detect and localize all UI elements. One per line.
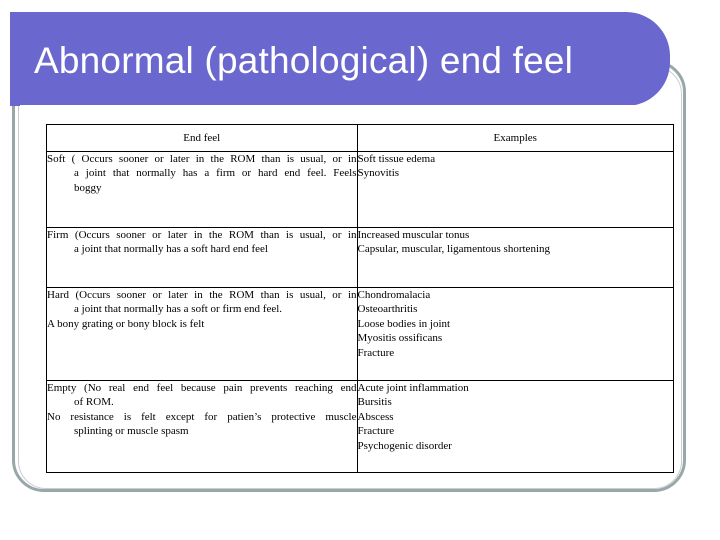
end-feel-text: Firm (Occurs sooner or later in the ROM than is usual, or in	[47, 229, 357, 241]
title-underline	[20, 105, 638, 108]
example-item: Loose bodies in joint	[357, 317, 451, 330]
table-row	[47, 152, 674, 228]
example-item: Fracture	[357, 346, 395, 359]
end-feel-text: boggy	[74, 181, 102, 194]
example-item: Bursitis	[357, 396, 392, 409]
table-row	[47, 228, 674, 288]
examples-cell	[357, 152, 674, 228]
slide-title: Abnormal (pathological) end feel	[34, 40, 574, 81]
title-bar	[10, 12, 670, 106]
end-feel-cell	[47, 288, 358, 381]
example-item: Fracture	[357, 425, 395, 438]
example-item: Soft tissue edema	[357, 153, 436, 165]
example-item: Myositis ossificans	[357, 332, 443, 345]
header-examples: Examples	[357, 125, 674, 152]
example-item: Capsular, muscular, ligamentous shortening	[357, 243, 550, 256]
table-header-row	[47, 125, 674, 152]
examples-cell	[357, 228, 674, 288]
example-item: Osteoarthritis	[357, 303, 418, 316]
end-feel-cell	[47, 152, 358, 228]
end-feel-text: A bony grating or bony block is felt	[47, 317, 205, 330]
table-row	[47, 288, 674, 381]
end-feel-text: a joint that normally has a soft hard end feel	[74, 243, 268, 256]
end-feel-text: Empty (No real end feel because pain prevents reaching end	[47, 382, 357, 394]
end-feel-table	[46, 124, 674, 473]
end-feel-text: Soft ( Occurs sooner or later in the ROM than is usual, or in	[47, 153, 357, 165]
example-item: Abscess	[357, 410, 394, 423]
end-feel-text: a joint that normally has a firm or hard end feel. Feels	[74, 167, 357, 180]
example-item: Acute joint inflammation	[357, 382, 469, 394]
end-feel-text: No resistance is felt except for patien’s protective muscle	[47, 410, 357, 423]
end-feel-cell	[47, 381, 358, 473]
example-item: Increased muscular tonus	[357, 229, 470, 241]
header-end-feel: End feel	[47, 125, 358, 152]
example-item: Psychogenic disorder	[357, 439, 452, 452]
end-feel-text: Hard (Occurs sooner or later in the ROM than is usual, or in	[47, 289, 357, 301]
examples-cell	[357, 288, 674, 381]
end-feel-text: splinting or muscle spasm	[74, 425, 189, 438]
examples-cell	[357, 381, 674, 473]
table-row	[47, 381, 674, 473]
end-feel-text: a joint that normally has a soft or firm end feel.	[74, 303, 283, 316]
example-item: Chondromalacia	[357, 289, 431, 301]
end-feel-cell	[47, 228, 358, 288]
end-feel-text: of ROM.	[74, 396, 114, 409]
example-item: Synovitis	[357, 167, 400, 180]
